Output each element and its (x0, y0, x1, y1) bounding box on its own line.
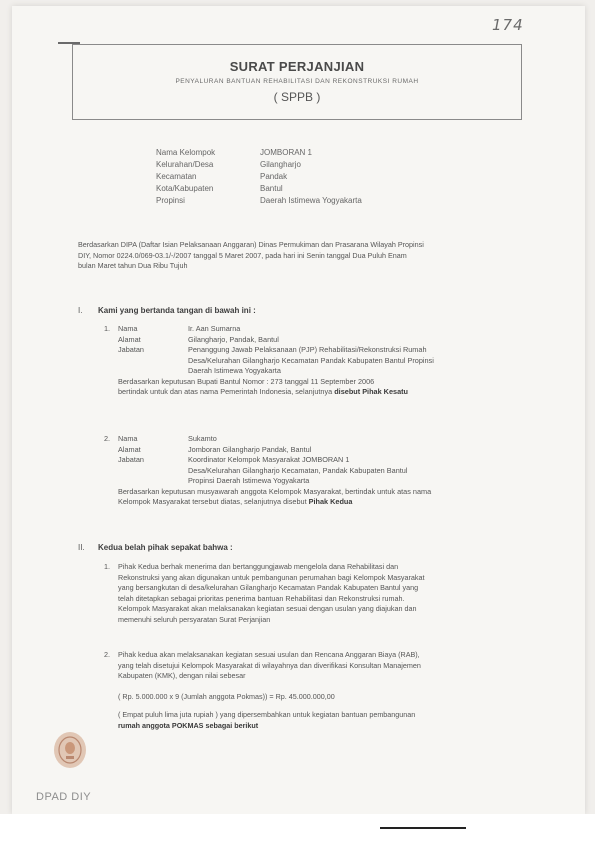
field-row (156, 183, 362, 195)
party-position: Desa/Kelurahan Gilangharjo Kecamatan, Pandak Kabupaten Bantul (188, 465, 408, 475)
amount-words: rumah anggota POKMAS sebagai berikut (118, 720, 259, 730)
title-box (72, 44, 522, 120)
party-row (104, 345, 532, 356)
party-note-text: bertindak untuk dan atas nama Pemerintah Indonesia, selanjutnya (118, 387, 333, 396)
field-label: Kota/Kabupaten (156, 184, 214, 193)
agreement-item-1 (104, 562, 532, 625)
party-note (104, 387, 532, 398)
party-position: Koordinator Kelompok Masyarakat JOMBORAN 1 (188, 455, 350, 464)
field-value: Gilangharjo (260, 160, 301, 169)
item-line: Pihak Kedua berhak menerima dan bertanggungjawab mengelola dana Rehabilitasi dan (118, 562, 399, 571)
item-line: Rekonstruksi yang akan digunakan untuk pembangunan perumahan bagi Kelompok Masyarakat (118, 572, 425, 582)
party-designation: Pihak Kedua (308, 497, 353, 506)
item-line: yang telah disetujui Kelompok Masyarakat di wilayahnya dan diverifikasi Konsultan Manajemen (118, 660, 421, 670)
section-heading: Kami yang bertanda tangan di bawah ini : (98, 306, 256, 315)
field-label: Kelurahan/Desa (156, 160, 214, 169)
party-number: 2. (104, 434, 111, 443)
party-one (104, 324, 532, 398)
section-number: II. (78, 543, 85, 552)
party-label: Alamat (118, 334, 141, 344)
document-code: ( SPPB ) (273, 90, 321, 104)
page-number: 174 (492, 16, 524, 34)
party-row (104, 324, 532, 335)
item-line: Kelompok Masyarakat akan melaksanakan kegiatan sesuai dengan usulan yang diajukan dan (118, 604, 417, 613)
party-address: Gilangharjo, Pandak, Bantul (188, 334, 279, 344)
party-note: Berdasarkan keputusan Bupati Bantul Nomor : 273 tanggal 11 September 2006 (118, 376, 375, 386)
party-row (104, 335, 532, 346)
party-position: Penanggung Jawab Pelaksanaan (PJP) Rehabilitasi/Rekonstruksi Rumah (188, 345, 427, 354)
party-label: Jabatan (118, 455, 144, 464)
seal-icon (52, 730, 88, 770)
agreement-item-2 (104, 650, 532, 731)
item-number: 1. (104, 562, 110, 571)
amount-words: ( Empat puluh lima juta rupiah ) yang dipersembahkan untuk kegiatan bantuan pembangunan (118, 710, 416, 719)
amount-line: ( Rp. 5.000.000 x 9 (Jumlah anggota Pokmas)) = Rp. 45.000.000,00 (118, 691, 335, 701)
page-bottom-margin (0, 814, 595, 842)
party-two (104, 434, 532, 508)
field-label: Propinsi (156, 196, 185, 205)
item-number: 2. (104, 650, 110, 659)
party-row (104, 434, 532, 445)
field-value: JOMBORAN 1 (260, 148, 313, 157)
intro-line: bulan Maret tahun Dua Ribu Tujuh (78, 261, 188, 270)
item-line: Pihak kedua akan melaksanakan kegiatan sesuai usulan dan Rencana Anggaran Biaya (RAB), (118, 650, 420, 659)
party-label: Nama (118, 434, 138, 443)
intro-line: Berdasarkan DIPA (Daftar Isian Pelaksanaan Anggaran) Dinas Permukiman dan Prasarana Wilayah Propinsi (78, 240, 424, 249)
party-name: Sukamto (188, 434, 217, 443)
item-line: yang bersangkutan di desa/kelurahan Gilangharjo Kecamatan Pandak Kabupaten Bantul yang (118, 583, 419, 592)
party-label: Alamat (118, 444, 141, 454)
field-row (156, 195, 362, 207)
party-position: Desa/Kelurahan Gilangharjo Kecamatan Pandak Kabupaten Bantul Propinsi (188, 355, 434, 365)
party-label: Nama (118, 324, 138, 333)
party-number: 1. (104, 324, 111, 333)
watermark: DPAD DIY (36, 791, 92, 803)
party-label: Jabatan (118, 345, 144, 354)
party-name: Ir. Aan Sumarna (188, 324, 241, 333)
field-value: Pandak (260, 172, 288, 181)
field-value: Daerah Istimewa Yogyakarta (260, 196, 362, 205)
item-line: telah ditetapkan sebagai prioritas penerima bantuan Rehabilitasi dan Rekonstruksi rumah. (118, 593, 405, 603)
item-line: memenuhi seluruh persyaratan Surat Perjanjian (118, 614, 271, 624)
section-number: I. (78, 306, 83, 315)
bottom-rule (380, 827, 466, 829)
party-address: Jomboran Gilangharjo Pandak, Bantul (188, 444, 312, 454)
item-line: Kabupaten (KMK), dengan nilai sebesar (118, 671, 246, 680)
field-label: Nama Kelompok (156, 148, 216, 157)
group-info-fields (156, 147, 362, 207)
section-heading: Kedua belah pihak sepakat bahwa : (98, 543, 233, 552)
party-position: Propinsi Daerah Istimewa Yogyakarta (188, 476, 310, 485)
intro-paragraph (78, 240, 530, 272)
party-position: Daerah Istimewa Yogyakarta (188, 366, 281, 375)
party-note-text: Kelompok Masyarakat tersebut diatas, selanjutnya disebut (118, 497, 307, 506)
party-note: Berdasarkan keputusan musyawarah anggota Kelompok Masyarakat, bertindak untuk atas nama (118, 486, 432, 496)
document-subtitle: PENYALURAN BANTUAN REHABILITASI DAN REKONSTRUKSI RUMAH (175, 78, 419, 85)
field-label: Kecamatan (156, 172, 197, 181)
party-row (104, 445, 532, 456)
party-note (104, 497, 532, 508)
field-row (156, 171, 362, 183)
document-title: SURAT PERJANJIAN (229, 59, 365, 74)
intro-line: DIY, Nomor 0224.0/069-03.1/-/2007 tanggal 5 Maret 2007, pada hari ini Senin tanggal Dua Puluh Enam (78, 250, 407, 260)
party-designation: disebut Pihak Kesatu (334, 387, 409, 396)
field-value: Bantul (260, 184, 283, 193)
party-row (104, 455, 532, 466)
field-row (156, 147, 362, 159)
field-row (156, 159, 362, 171)
